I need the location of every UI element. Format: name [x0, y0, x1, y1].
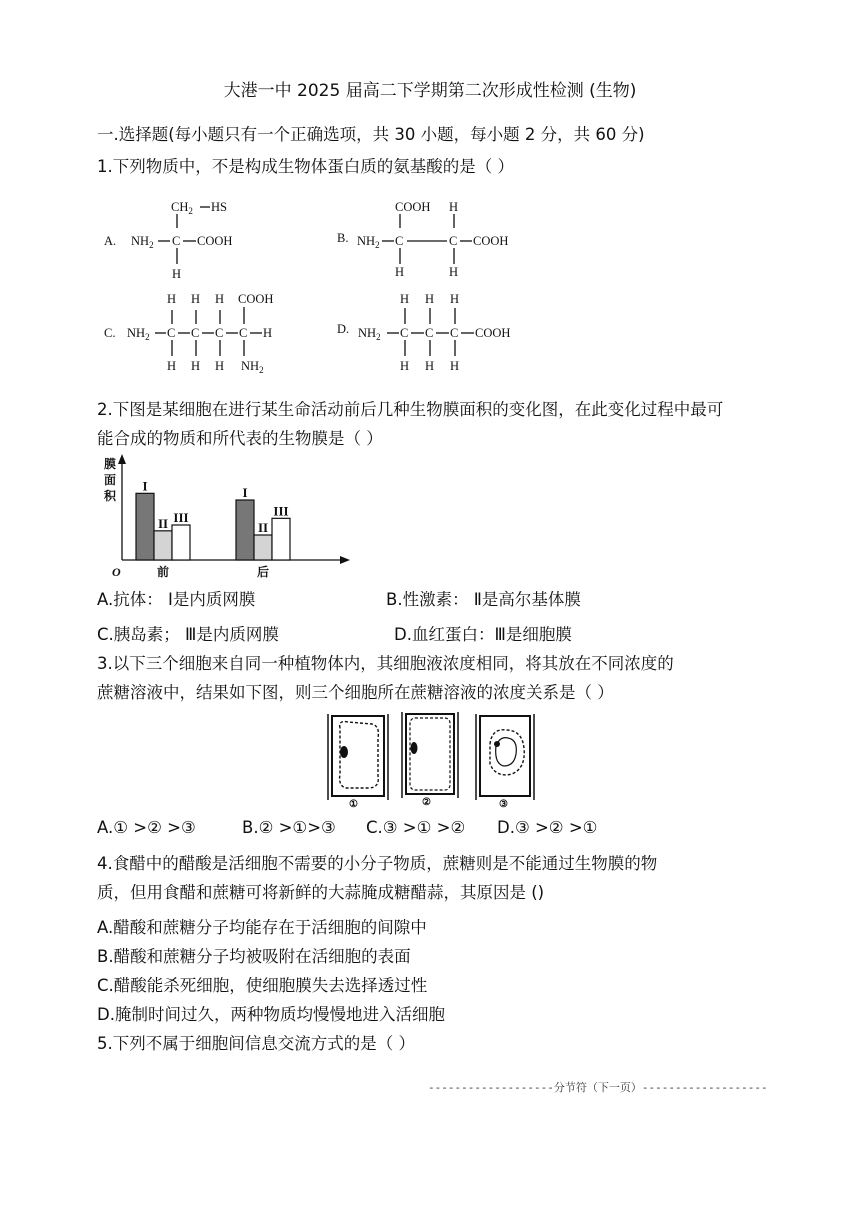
cell-label-1: ① [349, 799, 358, 810]
svg-text:C: C [449, 234, 458, 248]
svg-text:COOH: COOH [238, 292, 274, 306]
question-4-stem-line1: 4.食醋中的醋酸是活细胞不需要的小分子物质，蔗糖则是不能通过生物膜的物 [97, 854, 658, 873]
question-4-stem-line2: 质，但用食醋和蔗糖可将新鲜的大蒜腌成糖醋蒜，其原因是 () [97, 883, 545, 902]
svg-text:NH2: $NH_2$ [131, 234, 154, 250]
plant-cells-figure [324, 710, 554, 810]
bar-i-before [136, 493, 154, 560]
question-2-option-d: D.血红蛋白：Ⅲ是细胞膜 [394, 625, 572, 644]
svg-text:H: H [400, 292, 410, 306]
bar-iii-after [272, 518, 290, 560]
category-label-0: 前 [156, 565, 170, 578]
bar-label-i-before: I [142, 478, 148, 494]
svg-text:NH2: $NH_2$ [357, 234, 380, 250]
y-axis-label-1: 膜 [104, 457, 117, 471]
svg-text:H: H [191, 359, 201, 373]
svg-text:C: C [239, 326, 248, 340]
svg-text:COOH: COOH [473, 234, 509, 248]
question-3-option-a: A.① >② >③ [97, 818, 196, 837]
cell-label-3: ③ [499, 799, 508, 810]
question-3-stem-line2: 蔗糖溶液中，结果如下图，则三个细胞所在蔗糖溶液的浓度关系是（ ） [97, 683, 614, 702]
cell-1 [328, 714, 388, 810]
origin-label: O [112, 565, 121, 578]
svg-text:H: H [215, 359, 225, 373]
question-4-option-d: D.腌制时间过久，两种物质均慢慢地进入活细胞 [97, 1005, 445, 1024]
svg-text:HS: HS [211, 200, 227, 214]
y-axis-label-3: 积 [104, 489, 117, 503]
category-label-1: 后 [256, 565, 270, 578]
svg-text:H: H [450, 359, 460, 373]
svg-text:COOH: COOH [395, 200, 431, 214]
svg-text:H: H [191, 292, 201, 306]
page-title: 大港一中 2025 届高二下学期第二次形成性检测 (生物) [223, 81, 637, 101]
svg-text:C: C [191, 326, 200, 340]
option-b-label: B. [337, 231, 349, 245]
question-3-option-d: D.③ >② >① [497, 818, 598, 837]
question-4-option-a: A.醋酸和蔗糖分子均能存在于活细胞的间隙中 [97, 918, 427, 937]
question-2-option-c: C.胰岛素； Ⅲ是内质网膜 [97, 625, 279, 644]
svg-text:NH2: $NH_2$ [241, 359, 264, 375]
svg-text:C: C [450, 326, 459, 340]
svg-text:H: H [425, 292, 435, 306]
membrane-area-chart [100, 452, 360, 578]
amino-acid-structures [0, 190, 860, 390]
question-2-option-a: A.抗体： Ⅰ是内质网膜 [97, 590, 256, 609]
y-axis-label-2: 面 [104, 473, 117, 487]
svg-text:CH2: $CH_2$ [171, 200, 193, 216]
svg-text:C: C [395, 234, 404, 248]
svg-text:H: H [449, 200, 459, 214]
option-a-label: A. [104, 234, 117, 248]
bar-ii-after [254, 535, 272, 560]
option-d-label: D. [337, 322, 350, 336]
cell-2 [402, 712, 458, 808]
svg-text:H: H [450, 292, 460, 306]
svg-text:NH2: $NH_2$ [127, 326, 150, 342]
bar-label-ii-after: II [257, 520, 269, 535]
question-5-stem: 5.下列不属于细胞间信息交流方式的是（ ） [97, 1034, 415, 1053]
bar-label-ii-before: II [157, 515, 169, 531]
question-2-stem-line1: 2.下图是某细胞在进行某生命活动前后几种生物膜面积的变化图，在此变化过程中最可 [97, 400, 724, 419]
svg-text:COOH: COOH [475, 326, 511, 340]
question-3-stem-line1: 3.以下三个细胞来自同一种植物体内，其细胞液浓度相同，将其放在不同浓度的 [97, 654, 674, 673]
svg-text:H: H [167, 359, 177, 373]
bar-label-i-after: I [242, 485, 248, 500]
svg-text:H: H [449, 265, 459, 279]
svg-text:H: H [167, 292, 177, 306]
section-break: -------------------分节符（下一页）------------------- [428, 1081, 768, 1094]
question-2-option-b: B.性激素： Ⅱ是高尔基体膜 [386, 590, 581, 609]
bar-iii-before [172, 525, 190, 560]
svg-text:C: C [400, 326, 409, 340]
bar-label-iii-before: III [173, 510, 189, 525]
question-3-option-c: C.③ >① >② [366, 818, 466, 837]
svg-text:C: C [167, 326, 176, 340]
option-c-label: C. [104, 326, 116, 340]
bar-label-iii-after: III [273, 503, 289, 519]
svg-text:H: H [395, 265, 405, 279]
svg-text:C: C [172, 234, 181, 248]
question-2-stem-line2: 能合成的物质和所代表的生物膜是（ ） [97, 429, 383, 448]
bar-i-after [236, 500, 254, 560]
question-3-option-b: B.② >①>③ [242, 818, 336, 837]
cell-3 [476, 714, 534, 810]
svg-text:H: H [215, 292, 225, 306]
section-heading: 一.选择题(每小题只有一个正确选项，共 30 小题，每小题 2 分，共 60 分) [97, 125, 645, 144]
cell-label-2: ② [422, 797, 431, 808]
svg-text:NH2: $NH_2$ [358, 326, 381, 342]
question-1-stem: 1.下列物质中，不是构成生物体蛋白质的氨基酸的是（ ） [97, 157, 514, 176]
svg-text:C: C [425, 326, 434, 340]
question-4-option-b: B.醋酸和蔗糖分子均被吸附在活细胞的表面 [97, 947, 411, 966]
svg-text:COOH: COOH [197, 234, 233, 248]
svg-text:C: C [215, 326, 224, 340]
svg-text:H: H [172, 267, 182, 281]
svg-text:H: H [400, 359, 410, 373]
question-4-option-c: C.醋酸能杀死细胞，使细胞膜失去选择透过性 [97, 976, 428, 995]
bar-ii-before [154, 531, 172, 560]
svg-text:H: H [425, 359, 435, 373]
svg-text:H: H [263, 326, 273, 340]
